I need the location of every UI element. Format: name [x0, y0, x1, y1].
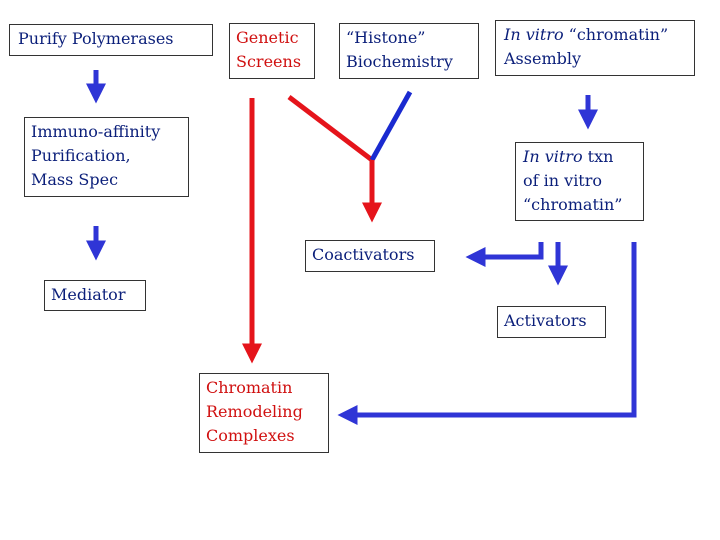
- node-label: Purification,: [31, 146, 131, 165]
- node-activators: [497, 306, 606, 338]
- histone-branch-blue: [372, 92, 410, 160]
- node-label: Immuno-affinity: [31, 122, 161, 141]
- arrow-txn-to-coactivators: [473, 242, 541, 257]
- histone-branch-red: [289, 97, 372, 160]
- node-label: Purify Polymerases: [18, 29, 174, 48]
- node-label: Assembly: [504, 49, 582, 68]
- node-label: txn: [582, 147, 614, 166]
- node-label: Chromatin: [206, 378, 293, 397]
- node-histone-biochemistry: [339, 23, 479, 79]
- node-label: Mediator: [51, 285, 126, 304]
- node-in-vitro-assembly: [495, 20, 695, 76]
- node-label: Mass Spec: [31, 170, 119, 189]
- node-mediator: [44, 280, 146, 311]
- node-label: Screens: [236, 52, 302, 71]
- node-label: “Histone”: [346, 28, 426, 47]
- node-label: Biochemistry: [346, 52, 453, 71]
- node-label-line: [523, 145, 637, 169]
- node-genetic-screens: [229, 23, 315, 79]
- node-label: Activators: [504, 311, 587, 330]
- node-label: “chromatin”: [523, 195, 623, 214]
- node-label: Coactivators: [312, 245, 415, 264]
- node-immuno-affinity: [24, 117, 189, 197]
- node-label-line: [504, 23, 688, 47]
- node-coactivators: [305, 240, 435, 272]
- node-label-italic: In vitro: [504, 25, 564, 44]
- node-label: Remodeling: [206, 402, 303, 421]
- node-purify-polymerases: [9, 24, 213, 56]
- node-label: Genetic: [236, 28, 299, 47]
- node-in-vitro-txn: [515, 142, 644, 221]
- node-label: “chromatin”: [563, 25, 669, 44]
- node-label-italic: In vitro: [523, 147, 583, 166]
- node-label: of in vitro: [523, 171, 603, 190]
- node-label: Complexes: [206, 426, 295, 445]
- node-chromatin-remodeling: [199, 373, 329, 453]
